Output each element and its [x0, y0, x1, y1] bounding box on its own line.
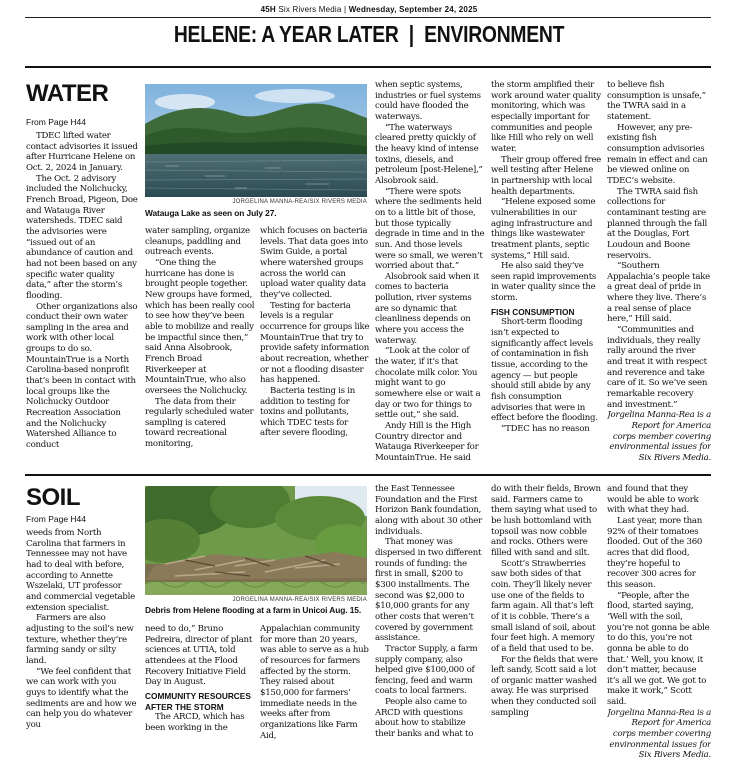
paragraph: The TWRA said fish collections for contaminant testing are planned through the fall at the Douglas, Fort Loudoun and Boone reservoirs.: [607, 186, 707, 261]
paragraph: to believe fish consumption is unsafe,” the TWRA said in a statement.: [607, 80, 706, 122]
paragraph: which focuses on bacteria levels. That data goes into Swim Guide, a portal where watershed groups across the world can upload water quality data they’ve collected.: [260, 226, 368, 300]
paragraph: That money was dispersed in two different rounds of funding: the first in small, $200 to $300 installments. The second was $2,000 to $10,000 grants for any other costs that weren’t covered by government assistance.: [375, 537, 482, 644]
paragraph: Tractor Supply, a farm supply company, also helped give $100,000 of fencing, feed and warm coats to local farmers.: [375, 643, 478, 697]
paragraph: “Helene exposed some vulnerabilities in our aging infrastructure and things like wastewater treatment plants, septic systems,” Hill said.: [491, 197, 596, 261]
paragraph: Other organizations also conduct their own water sampling in the area and work with other local groups to do so. MountainTrue is a North Carolina-based nonprofit that’s been in contact with local groups like the Nolichucky Outdoor Recreation Association and the Nolichucky Watershed Alliance to conduct: [26, 301, 138, 451]
folio-separator: |: [343, 5, 347, 14]
paragraph: However, any pre-existing fish consumption advisories remain in effect and can be viewed online on TDEC’s website.: [607, 122, 708, 186]
water-col-2: [145, 226, 255, 466]
folio: [0, 5, 738, 14]
issue-date: Wednesday, September 24, 2025: [348, 5, 478, 14]
paragraph: TDEC lifted water contact advisories it issued after Hurricane Helene on Oct. 2, 2024 in January.: [26, 131, 138, 173]
story-divider: [25, 474, 711, 476]
water-col-3: [260, 226, 370, 466]
water-photo-credit: JORGELINA MANNA-REA/SIX RIVERS MEDIA: [232, 199, 367, 205]
paragraph: People also came to ARCD with questions about how to stabilize their banks and what to: [375, 697, 474, 740]
paragraph: “TDEC has no reason: [501, 424, 590, 434]
water-col-4: [375, 80, 485, 466]
publication-name: Six Rivers Media: [278, 5, 342, 14]
author-signature: Jorgelina Manna-Rea is a Report for America corps member covering environmental issues for Six Rivers Media.: [607, 410, 711, 463]
paragraph: Bacteria testing is in addition to testing for toxins and pollutants, which TDEC tests for after severe flooding,: [260, 385, 356, 439]
soil-col-1: [26, 528, 138, 768]
paragraph: For the fields that were left sandy, Scott said a lot of organic matter washed away. He was surprised when they conducted soil sampling: [491, 654, 598, 718]
paragraph: water sampling, organize cleanups, paddling and outreach events.: [145, 226, 250, 258]
water-col-5: [491, 80, 601, 466]
paragraph: when septic systems, industries or fuel systems could have flooded the waterways.: [375, 80, 481, 122]
lake-image: [145, 84, 367, 197]
paragraph: The ARCD, which has been working in the: [145, 712, 245, 733]
paragraph: need to do,” Bruno Pedreira, director of plant sciences at UTIA, told attendees at the Flood Recovery Initiative Field Day in August.: [145, 624, 253, 688]
paragraph: Last year, more than 92% of their tomatoes flooded. Out of the 360 acres that did flood, they’re hopeful to recover 300 acres for this season.: [607, 515, 703, 590]
paragraph: “We feel confident that we can work with you guys to identify what the sediments are and how we can help you do whatever you: [26, 666, 137, 730]
paragraph: Alsobrook said when it comes to bacteria pollution, river systems are so dynamic that cleanliness depends on where you access the waterway.: [375, 271, 479, 346]
paragraph: Their group offered free well testing after Helene in partnership with local health departments.: [491, 154, 601, 197]
paragraph: do with their fields, Brown said. Farmers came to them saying what used to be lush bottomland with topsoil was now cobble and rocks. Others were filled with sand and silt.: [491, 484, 601, 558]
paragraph: “Southern Appalachia’s people take a great deal of pride in where they live. There’s a real sense of place here,” Hill said.: [607, 261, 710, 325]
subhead-community-resources: COMMUNITY RESOURCES AFTER THE STORM: [145, 690, 251, 712]
paragraph: the storm amplified their work around water quality monitoring, which was especially important for communities and people like Hill who rely on well water.: [491, 80, 601, 154]
debris-image: [145, 486, 367, 595]
paragraph: Scott’s Strawberries saw both sides of that coin. They’ll likely never use one of the fields to farm again. All that’s left of it is cobble. There’s a small island of soil, about four feet high. A memory of a field that used to be.: [491, 558, 596, 654]
watauga-lake-photo: [145, 84, 367, 197]
head-rule: [25, 66, 711, 68]
paragraph: The Oct. 2 advisory included the Nolichucky, French Broad, Pigeon, Doe and Watauga River watersheds. TDEC said the advisories were “issued out of an abundance of caution and had not been based on any specific water quality data,” after the storm’s flooding.: [26, 173, 138, 301]
top-rule: [25, 17, 711, 18]
paragraph: weeds from North Carolina that farmers in Tennessee may not have had to deal with before, according to Annette Wszelaki, UT professor and commercial vegetable extension specialist.: [26, 528, 135, 613]
paragraph: “The waterways cleared pretty quickly of the heavy kind of intense toxins, diesels, and petroleum [post-Helene],” Alsobrook said.: [375, 122, 483, 186]
paragraph: The data from their regularly scheduled water sampling is catered toward recreational monitoring,: [145, 396, 254, 450]
flood-debris-photo: [145, 486, 367, 595]
paragraph: Appalachian community for more than 20 years, was able to serve as a hub of resources for farmers affected by the storm. They raised about $150,000 for farmers’ immediate needs in the weeks after from organizations like Farm Aid,: [260, 624, 369, 741]
paragraph: “There were spots where the sediments held on to a little bit of those, but those typically degrade in time and in the sun. And those levels were so small, we weren’t worried about that.”: [375, 186, 485, 272]
paragraph: the East Tennessee Foundation and the First Horizon Bank foundation, along with about 30 other individuals.: [375, 484, 482, 537]
paragraph: “People, after the flood, started saying, ‘Well with the soil, you’re not gonna be able to do this, you’re not gonna be able to do that.’ Well, you know, it don’t matter, because it’s all we got. We got to make it work,” Scott said.: [607, 590, 710, 708]
soil-col-4: [375, 484, 485, 768]
water-col-6: [607, 80, 711, 466]
water-kicker: WATER: [26, 80, 109, 107]
paragraph: “One thing the hurricane has done is brought people together. New groups have formed, which has been really cool to see how they’ve been able to mobilize and really be impactful since then,” said Anna Alsobrook, French Broad Riverkeeper at MountainTrue, who also oversees the Nolichucky.: [145, 257, 255, 396]
author-signature: Jorgelina Manna-Rea is a Report for America corps member covering environmental issues for Six Rivers Media.: [607, 707, 711, 761]
paragraph: Andy Hill is the High Country director and Watauga Riverkeeper for MountainTrue. He said: [375, 421, 479, 463]
paragraph: and found that they would be able to work with what they had.: [607, 484, 699, 516]
soil-photo-caption: Debris from Helene flooding at a farm in Unicoi Aug. 15.: [145, 605, 362, 615]
soil-photo-credit: JORGELINA MANNA-REA/SIX RIVERS MEDIA: [232, 597, 367, 603]
paragraph: “Look at the color of the water, if it’s that chocolate milk color. You might want to go somewhere else or wait a day or two for things to settle out,” she said.: [375, 346, 481, 421]
soil-kicker: SOIL: [26, 484, 81, 511]
water-col-1: [26, 131, 138, 465]
soil-col-5: [491, 484, 601, 768]
paragraph: He also said they’ve seen rapid improvements in water quality since the storm.: [491, 261, 597, 304]
paragraph: “Communities and individuals, they really rally around the river and treat it with respect and reverence and take care of it. So we’ve seen remarkable recovery and investment.”: [607, 325, 708, 410]
water-photo-caption: Watauga Lake as seen on July 27.: [145, 208, 277, 218]
soil-col-2: [145, 624, 255, 768]
paragraph: Testing for bacteria levels is a regular occurrence for groups like MountainTrue that try to provide safety information about recreation, whether or not a flooding disaster has happened.: [260, 300, 370, 386]
section-head: HELENE: A YEAR LATER | ENVIRONMENT: [173, 21, 565, 47]
soil-col-6: [607, 484, 711, 768]
water-from-page: From Page H44: [26, 117, 86, 127]
paragraph: Short-term flooding isn’t expected to significantly affect levels of contamination in fish tissue, according to the agency — but people should still abide by any fish consumption advisories that were in effect before the flooding.: [491, 317, 598, 424]
soil-col-3: [260, 624, 370, 768]
paragraph: Farmers are also adjusting to the soil’s new texture, whether they’re farming sandy or silty land.: [26, 613, 134, 666]
soil-from-page: From Page H44: [26, 514, 86, 524]
subhead-fish-consumption: FISH CONSUMPTION: [491, 306, 575, 317]
page-number: 45H: [260, 5, 276, 14]
